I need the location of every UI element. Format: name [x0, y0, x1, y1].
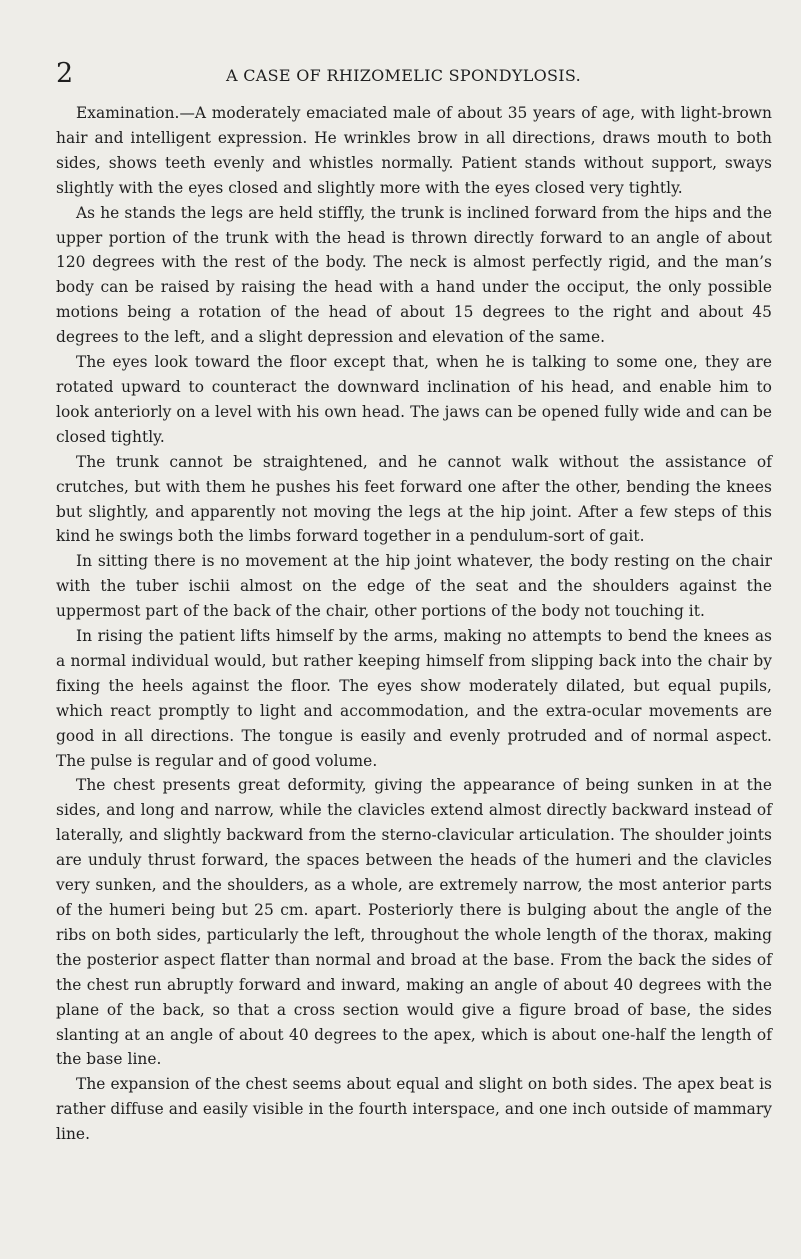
paragraph-chest-expansion: The expansion of the chest seems about equal and slight on both sides. The apex beat is rather diffuse and easily visible in the fourth interspace, and one inch outside of mammary line. [56, 1075, 772, 1144]
running-title: A CASE OF RHIZOMELIC SPONDYLOSIS. [226, 66, 581, 85]
body-text [56, 101, 772, 1147]
paragraph-eyes-and-jaws: The eyes look toward the floor except that, when he is talking to some one, they are rotated upward to counteract the downward inclination of his head, and enable him to look anteriorly on a level with his own head. The jaws can be opened fully wide and can be closed tightly. [56, 353, 772, 446]
paragraph-examination: Examination.—A moderately emaciated male of about 35 years of age, with light-brown hair and intelligent expression. He wrinkles brow in all directions, draws mouth to both sides, shows teeth evenly and whistles normally. Patient stands without support, sways slightly with the eyes closed and slightly more with the eyes closed very tightly. [56, 104, 772, 197]
paragraph-standing-posture: As he stands the legs are held stiffly, the trunk is inclined forward from the hips and the upper portion of the trunk with the head is thrown directly forward to an angle of about 120 degrees with the rest of the body. The neck is almost perfectly rigid, and the man’s body can be raised by raising the head with a hand under the occiput, the only possible motions being a rotation of the head of about 15 degrees to the right and about 45 degrees to the left, and a slight depression and elevation of the same. [56, 203, 772, 347]
paragraph-walking: The trunk cannot be straightened, and he cannot walk without the assistance of crutches, but with them he pushes his feet forward one after the other, bending the knees but slightly, and apparently not moving the legs at the hip joint. After a few steps of this kind he swings both the limbs forward together in a pendulum-sort of gait. [56, 452, 772, 546]
paragraph-rising: In rising the patient lifts himself by the arms, making no attempts to bend the knees as a normal individual would, but rather keeping himself from slipping back into the chair by fixing the heels against the floor. The eyes show moderately dilated, but equal pupils, which react promptly to light and accommodation, and the extra-ocular movements are good in all directions. The tongue is easily and evenly protruded and of normal aspect. The pulse is regular and of good volume. [56, 627, 772, 770]
paragraph-chest-deformity: The chest presents great deformity, giving the appearance of being sunken in at the sides, and long and narrow, while the clavicles extend almost directly backward instead of laterally, and slightly backward from the sterno-clavicular articulation. The shoulder joints are unduly thrust forward, the spaces between the heads of the humeri and the clavicles very sunken, and the shoulders, as a whole, are extremely narrow, the most anterior parts of the humeri being but 25 cm. apart. Posteriorly there is bulging about the angle of the ribs on both sides, particularly the left, throughout the whole length of the thorax, making the posterior aspect flatter than normal and broad at the base. From the back the sides of the chest run abruptly forward and inward, making an angle of about 40 degrees with the plane of the back, so that a cross section would give a figure broad of base, the sides slanting at an angle of about 40 degrees to the apex, which is about one-half the length of the base line. [56, 776, 772, 1069]
paragraph-sitting: In sitting there is no movement at the hip joint whatever, the body resting on the chair with the tuber ischii almost on the edge of the seat and the shoulders against the uppermost part of the back of the chair, other portions of the body not touching it. [56, 552, 772, 621]
page-number: 2 [56, 58, 74, 89]
